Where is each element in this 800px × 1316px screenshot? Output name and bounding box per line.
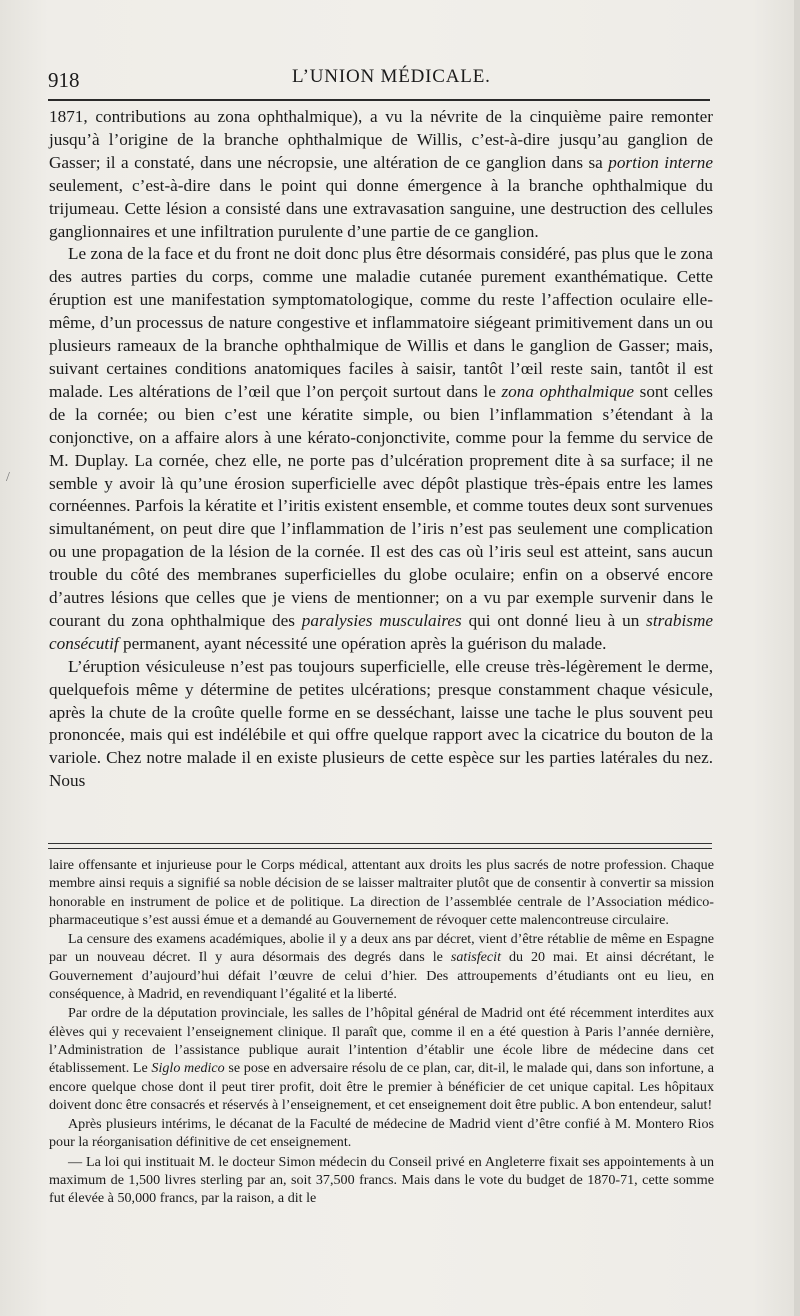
paragraph-1: 1871, contributions au zona ophthalmique), a vu la névrite de la cinquième paire remonter jusqu’à l’origine de la branche ophthalmique de Willis, c’est-à-dire jusqu’au ganglion de Gasser; il a constaté, dans une nécropsie, une altération de ce ganglion dans sa portion interne seulement, c’est-à-dire dans le point qui donne émergence à la branche ophthalmique du trijumeau. Cette lésion a consisté dans une extravasation sanguine, une destruction des cellules ganglionnaires et une infiltration purulente d’une partie de ce ganglion. (49, 107, 713, 241)
footnote-paragraph-2: La censure des examens académiques, abolie il y a deux ans par décret, vient d’être rétablie de même en Espagne par un nouveau décret. Il y aura désormais des degrés dans le satisfecit du 20 mai. Et ainsi décrétant, le Gouvernement d’aujourd’hui défait l’œuvre de celui d’hier. Des attroupements d’étudiants ont eu lieu, en conséquence, à Madrid, en revendiquant l’égalité et la liberté. (49, 931, 714, 1003)
footnote-separator (48, 843, 712, 849)
running-title: L’UNION MÉDICALE. (292, 66, 491, 87)
paragraph-2: Le zona de la face et du front ne doit donc plus être désormais considéré, pas plus que le zona des autres parties du corps, comme une maladie cutanée purement exanthématique. Cette éruption est une manifestation symptomatologique, comme du reste l’affection oculaire elle-même, d’un processus de nature congestive et inflammatoire siégeant primitivement dans un ou plusieurs rameaux de la branche ophthalmique de Willis et dans le ganglion de Gasser; mais, suivant certaines conditions anatomiques faciles à saisir, tantôt l’œil reste sain, tantôt il est malade. Les altérations de l’œil que l’on perçoit surtout dans le zona ophthalmique sont celles de la cornée; ou bien c’est une kératite simple, ou bien l’inflammation s’étendant à la conjonctive, on a affaire alors à une kérato-conjonctivite, comme pour la femme du service de M. Duplay. La cornée, chez elle, ne porte pas d’ulcération proprement dite à sa surface; il ne semble y avoir là qu’une érosion superficielle avec dépôt plastique très-épais entre les lames cornéennes. Parfois la kératite et l’iritis existent ensemble, et comme toutes deux sont survenues simultanément, on peut dire que l’inflammation de l’iris n’est pas seulement une complication ou une propagation de la lésion de la cornée. Il est des cas où l’iris seul est atteint, sans aucun trouble du côté des membranes superficielles du globe oculaire; enfin on a observé encore d’autres lésions que celles que je viens de mentionner; on a vu par exemple survenir dans le courant du zona ophthalmique des paralysies musculaires qui ont donné lieu à un strabisme consécutif permanent, ayant nécessité une opération après la guérison du malade. (49, 244, 713, 653)
paragraph-3: L’éruption vésiculeuse n’est pas toujours superficielle, elle creuse très-légèrement le derme, quelquefois même y détermine de petites ulcérations; presque constamment chaque vésicule, après la chute de la croûte quelle forme en se desséchant, laisse une tache le plus souvent peu prononcée, mais qui est indélébile et qui offre quelque rapport avec la cicatrice du bouton de la variole. Chez notre malade il en existe plusieurs de cette espèce sur les parties latérales du nez. Nous (49, 656, 713, 791)
footnote-paragraph-4: Après plusieurs intérims, le décanat de la Faculté de médecine de Madrid vient d’être confié à M. Montero Rios pour la réorganisation définitive de cet enseignement. (49, 1116, 714, 1151)
footnote-paragraph-3: Par ordre de la députation provinciale, les salles de l’hôpital général de Madrid ont été récemment interdites aux élèves qui y recevaient l’enseignement clinique. Il paraît que, comme il en a été question à Paris l’année dernière, l’Administration de l’assistance publique aurait l’intention d’établir une école libre de médecine dans cet établissement. Le Siglo medico se pose en adversaire résolu de ce plan, car, dit-il, le malade qui, dans son infortune, a encore quelque chose dont il peut tirer profit, doit être le premier à bénéficier de cet unique capital. Les hôpitaux doivent donc être consacrés et réservés à l’enseignement, et cet enseignement doit être public. A bon entendeur, salut! (49, 1005, 714, 1113)
page-edge (794, 0, 800, 1316)
page-number: 918 (48, 68, 80, 92)
footnote-paragraph-5: — La loi qui instituait M. le docteur Simon médecin du Conseil privé en Angleterre fixait ses appointements à un maximum de 1,500 livres sterling par an, soit 37,500 francs. Mais dans le vote du budget de 1870-71, cette somme fut élevée à 50,000 francs, par la raison, a dit le (49, 1153, 714, 1207)
main-text (49, 106, 713, 793)
margin-mark: / (6, 470, 10, 485)
footnote-section (49, 856, 714, 1209)
page-header (48, 62, 708, 92)
footnote-paragraph-1: laire offensante et injurieuse pour le Corps médical, attentant aux droits les plus sacrés de notre profession. Chaque membre ainsi requis a signifié sa noble décision de se laisser maltraiter plutôt que de consentir à convertir sa mission honorable en instrument de police et de politique. La direction de l’assemblée centrale de l’Association médico-pharmaceutique s’est aussi émue et a demandé au Gouvernement de révoquer cette malencontreuse circulaire. (49, 857, 714, 928)
header-rule (48, 99, 710, 101)
